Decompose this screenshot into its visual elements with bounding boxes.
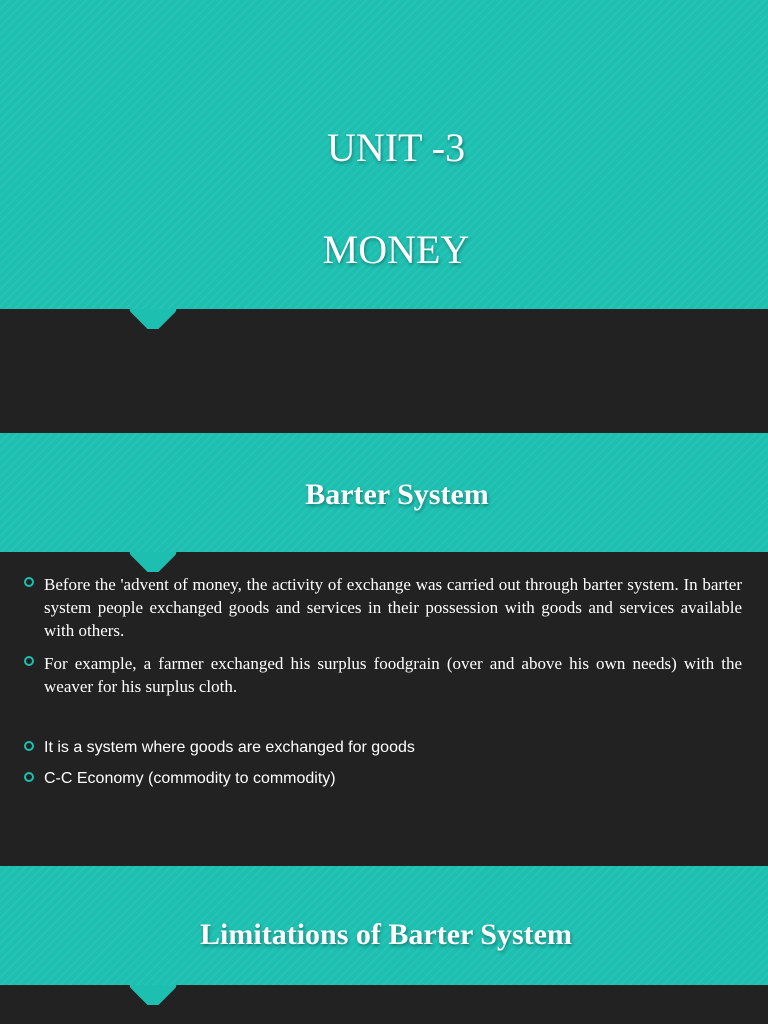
slide1-body xyxy=(0,309,768,433)
list-item-text: For example, a farmer exchanged his surplus foodgrain (over and above his own needs) with the weaver for his surplus cloth. xyxy=(44,654,742,696)
list-item-text: C-C Economy (commodity to commodity) xyxy=(44,770,336,787)
unit-subtitle: MONEY xyxy=(322,227,470,272)
list-item-text: Before the 'advent of money, the activity of exchange was carried out through barter system. In barter system people exchanged goods and services in their possession with goods and services available with others. xyxy=(44,575,742,640)
barter-paragraph-list xyxy=(24,573,742,708)
slide2-notch xyxy=(126,552,180,572)
list-item xyxy=(24,573,742,642)
barter-points-list xyxy=(24,737,742,799)
slide3-body xyxy=(0,985,768,1024)
list-item xyxy=(24,737,742,759)
list-item xyxy=(24,652,742,698)
list-item-text: It is a system where goods are exchanged for goods xyxy=(44,739,415,756)
slide3-notch xyxy=(126,985,180,1005)
circle-bullet-icon xyxy=(24,741,34,751)
circle-bullet-icon xyxy=(24,656,34,666)
slide1-notch xyxy=(126,309,180,329)
limitations-title: Limitations of Barter System xyxy=(200,918,572,951)
list-item xyxy=(24,768,742,790)
barter-system-title: Barter System xyxy=(305,478,489,511)
circle-bullet-icon xyxy=(24,772,34,782)
circle-bullet-icon xyxy=(24,577,34,587)
unit-title: UNIT -3 xyxy=(326,125,466,170)
